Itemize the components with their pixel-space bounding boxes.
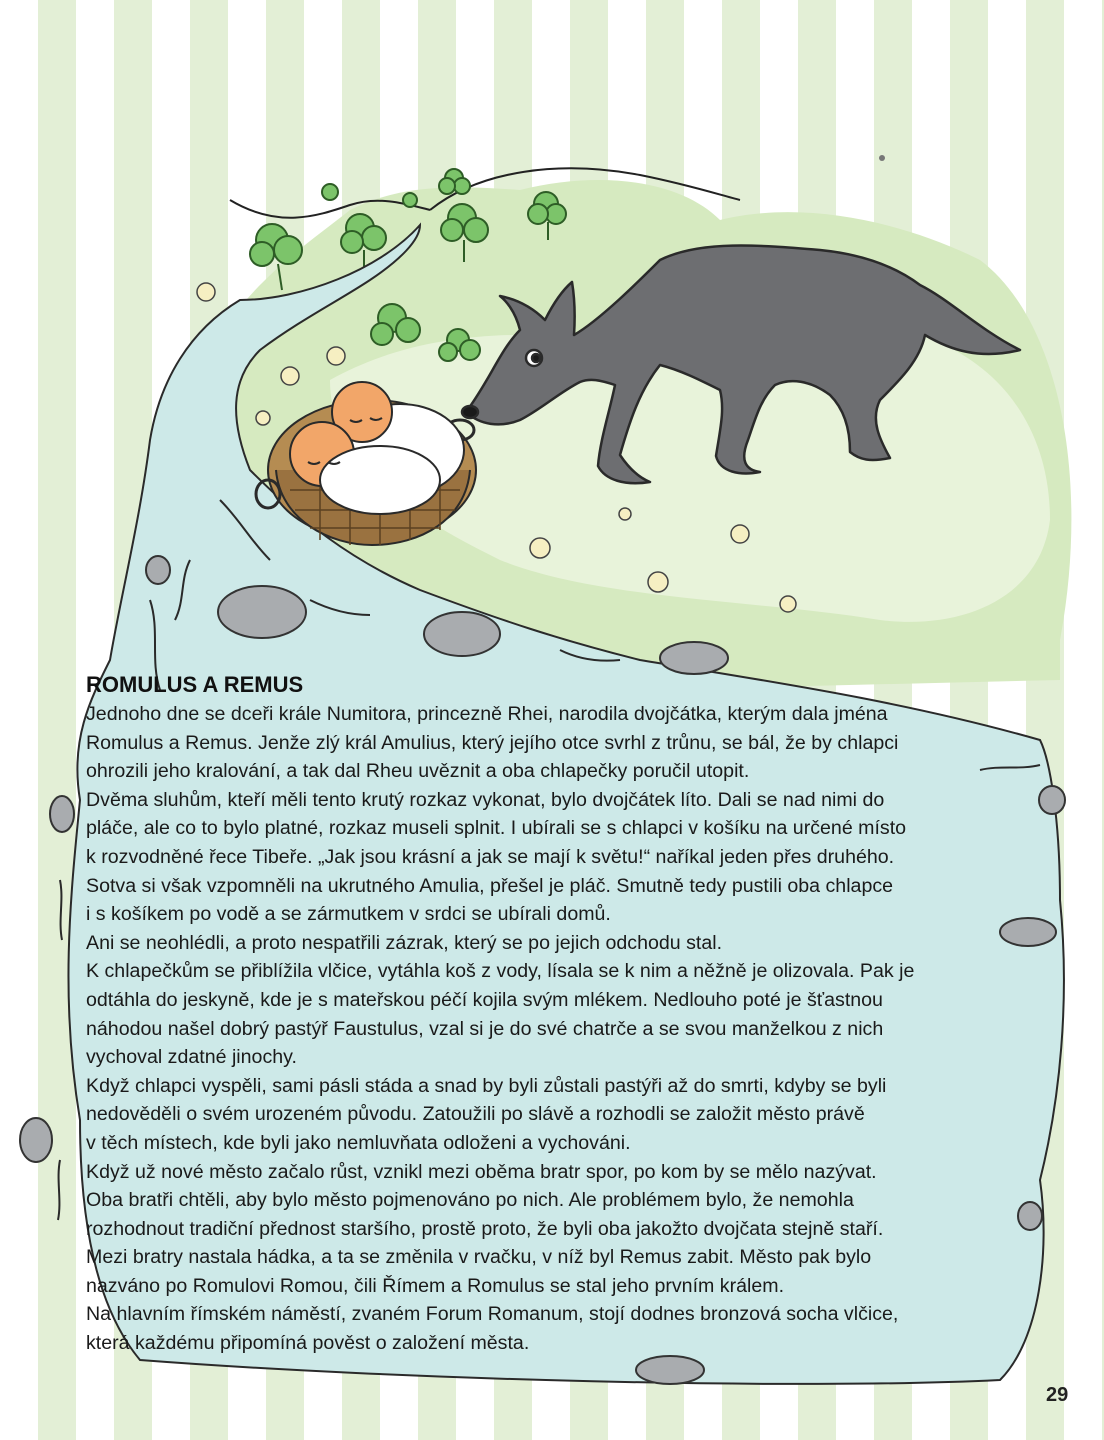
speck [879, 155, 885, 161]
story-line: Když chlapci vyspěli, sami pásli stáda a snad by byli zůstali pastýři až do smrti, kdyby se byli [86, 1074, 887, 1097]
story-line: vychoval zdatné jinochy. [86, 1046, 297, 1069]
story-line: Oba bratři chtěli, aby bylo město pojmenováno po nich. Ale problémem bylo, že nemohla [86, 1189, 854, 1212]
story-line: rozhodnout tradiční přednost staršího, prostě proto, že byli oba jakožto dvojčata stejně staří. [86, 1217, 884, 1240]
story-line: Dvěma sluhům, kteří měli tento krutý rozkaz vykonat, bylo dvojčátek líto. Dali se nad nimi do [86, 788, 885, 811]
story-line: Když už nové město začalo růst, vznikl mezi oběma bratr spor, po kom by se mělo nazývat. [86, 1160, 877, 1183]
story-line: k rozvodněné řece Tibeře. „Jak jsou krásní a jak se mají k světu!“ naříkal jeden přes druhého. [86, 845, 895, 868]
story-text [86, 672, 1046, 1358]
story-line: Ani se neohlédli, a proto nespatřili zázrak, který se po jejich odchodu stal. [86, 931, 723, 954]
page-number: 29 [1046, 1384, 1069, 1406]
story-line: pláče, ale co to bylo platné, rozkaz museli splnit. I ubírali se s chlapci v košíku na určené místo [86, 817, 907, 840]
story-line: Romulus a Remus. Jenže zlý král Amulius, který jejího otce svrhl z trůnu, se bál, že by chlapci [86, 731, 899, 754]
story-line: odtáhla do jeskyně, kde je s mateřskou péčí kojila svým mlékem. Nedlouho poté je šťastnou [86, 988, 883, 1011]
story-body [86, 700, 1046, 1358]
story-title: ROMULUS A REMUS [86, 672, 304, 697]
story-line: ohrozili jeho kralování, a tak dal Rheu uvěznit a oba chlapečky poručil utopit. [86, 760, 750, 783]
story-line: Sotva si však vzpomněli na ukrutného Amulia, přešel je pláč. Smutně tedy pustili oba chlapce [86, 874, 894, 897]
story-line: Mezi bratry nastala hádka, a ta se změnila v rvačku, v níž byl Remus zabit. Město pak bylo [86, 1246, 872, 1269]
story-line: nedověděli o svém urozeném původu. Zatoužili po slávě a rozhodli se založit město právě [86, 1103, 865, 1126]
story-line: náhodou našel dobrý pastýř Faustulus, vzal si je do své chatrče a se svou manželkou z nich [86, 1017, 884, 1040]
story-line: která každému připomíná pověst o založení města. [86, 1332, 530, 1355]
story-line: v těch místech, kde byli jako nemluvňata odloženi a vychováni. [86, 1131, 631, 1154]
story-line: nazváno po Romulovi Romou, čili Římem a Romulus se stal jeho prvním králem. [86, 1274, 785, 1297]
story-line: i s košíkem po vodě a se zármutkem v srdci se ubírali domů. [86, 903, 611, 926]
story-line: K chlapečkům se přiblížila vlčice, vytáhla koš z vody, lísala se k nim a něžně je olizovala. Pak je [86, 960, 915, 983]
story-line: Jednoho dne se dceři krále Numitora, princezně Rhei, narodila dvojčátka, kterým dala jména [86, 703, 888, 725]
story-line: Na hlavním římském náměstí, zvaném Forum Romanum, stojí dodnes bronzová socha vlčice, [86, 1303, 899, 1326]
